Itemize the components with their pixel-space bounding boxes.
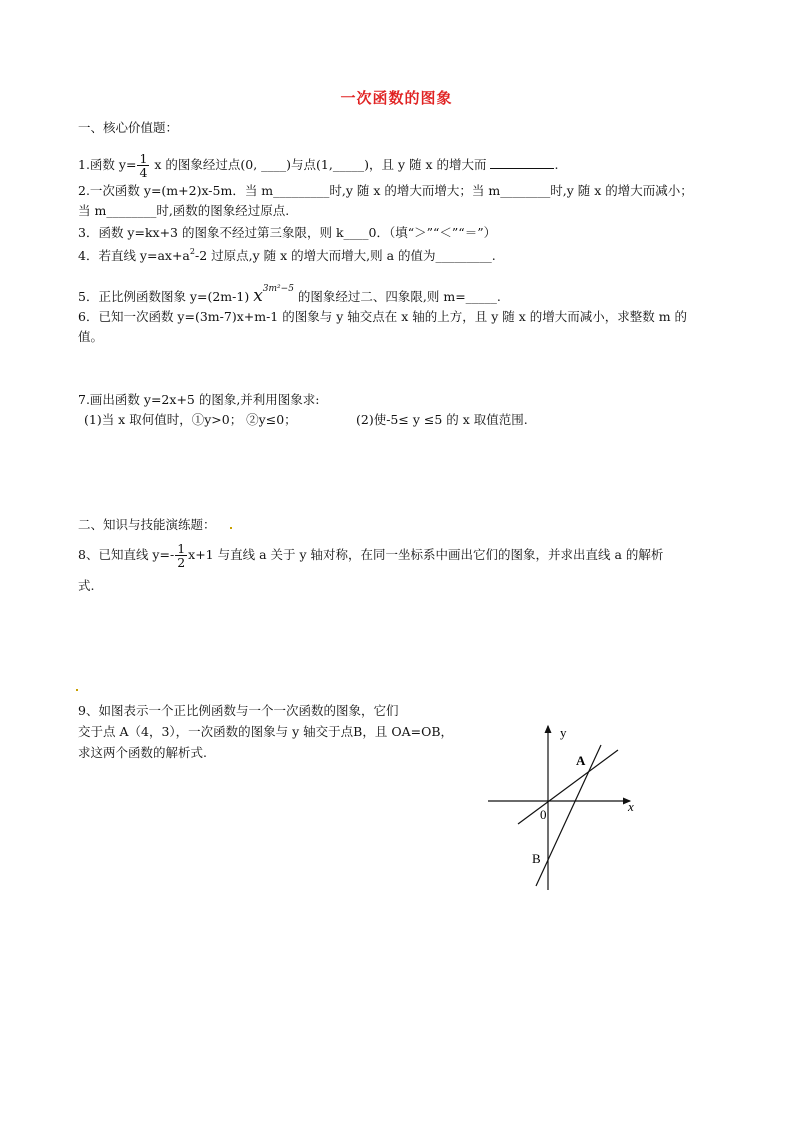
- q1-answer-blank: [490, 157, 554, 169]
- q1-numerator: 1: [139, 151, 148, 166]
- q1-end: .: [554, 157, 559, 172]
- q8-numerator: 1: [177, 541, 186, 556]
- question-6-line-2: 值。: [78, 329, 104, 344]
- stray-mark: [230, 527, 232, 529]
- q4-post: -2 过原点,y 随 x 的增大而增大,则 a 的值为_________.: [194, 248, 496, 263]
- question-9-line-3: 求这两个函数的解析式.: [78, 745, 207, 760]
- x-axis-label: x: [628, 799, 634, 814]
- question-8-line-2: 式.: [78, 578, 95, 593]
- section2-heading: 二、知识与技能演练题：: [78, 517, 216, 532]
- question-8: [78, 540, 663, 570]
- q1-pre: 1.函数 y=: [78, 157, 137, 172]
- question-2-line-1: 2.一次函数 y=(m+2)x-5m．当 m_________时,y 随 x 的增大而增大；当 m________时,y 随 x 的增大而减小；: [78, 183, 693, 198]
- q5-post: 的图象经过二、四象限,则 m=_____.: [297, 289, 501, 304]
- question-7-part-1: (1)当 x 取何值时，①y>0； ②y≤0；: [84, 412, 297, 427]
- q8-post: x+1 与直线 a 关于 y 轴对称，在同一坐标系中画出它们的图象，并求出直线 a 的解析: [188, 547, 664, 562]
- point-b-label: B: [532, 851, 541, 866]
- q4-superscript: 2: [189, 247, 195, 256]
- q5-pre: 5．正比例函数图象 y=(2m-1): [78, 289, 250, 304]
- q5-exponent: 3m²−5: [262, 284, 294, 294]
- q8-denominator: 2: [177, 555, 186, 570]
- question-9-line-2: 交于点 A（4，3），一次函数的图象与 y 轴交于点B，且 OA=OB，: [78, 724, 454, 739]
- question-2-line-2: 当 m________时,函数的图象经过原点.: [78, 203, 290, 218]
- question-9-line-1: 9、如图表示一个正比例函数与一个一次函数的图象，它们: [78, 703, 399, 718]
- page-title: 一次函数的图象: [340, 89, 453, 107]
- q8-pre: 8、已知直线 y=-: [78, 547, 175, 562]
- question-6-line-1: 6．已知一次函数 y=(3m-7)x+m-1 的图象与 y 轴交点在 x 轴的上方，且 y 随 x 的增大而减小，求整数 m 的: [78, 309, 688, 324]
- section1-heading: 一、核心价值题：: [78, 120, 179, 135]
- question-4: [78, 244, 496, 264]
- question-7-part-2: (2)使-5≤ y ≤5 的 x 取值范围.: [356, 412, 528, 427]
- q1-fraction: [137, 152, 149, 179]
- origin-label: 0: [540, 807, 547, 822]
- question-7-line-1: 7.画出函数 y=2x+5 的图象,并利用图象求:: [78, 392, 320, 407]
- q1-denominator: 4: [139, 165, 148, 180]
- y-axis-label: y: [560, 725, 567, 740]
- question-1: [78, 150, 558, 180]
- question-5: [78, 278, 501, 308]
- proportional-function-line: [518, 750, 618, 824]
- point-a-label: A: [576, 753, 586, 768]
- q4-pre: 4．若直线 y=ax+a: [78, 248, 190, 263]
- stray-mark-2: [76, 689, 78, 691]
- q5-base-x: x: [253, 286, 263, 306]
- question-3: 3．函数 y=kx+3 的图象不经过第三象限，则 k____0．（填“＞”“＜”“＝”）: [78, 225, 497, 240]
- q1-post: x 的图象经过点(0, ____)与点(1,_____)，且 y 随 x 的增大而: [150, 157, 487, 172]
- q8-fraction: [175, 542, 187, 569]
- function-graph-figure: [480, 720, 650, 895]
